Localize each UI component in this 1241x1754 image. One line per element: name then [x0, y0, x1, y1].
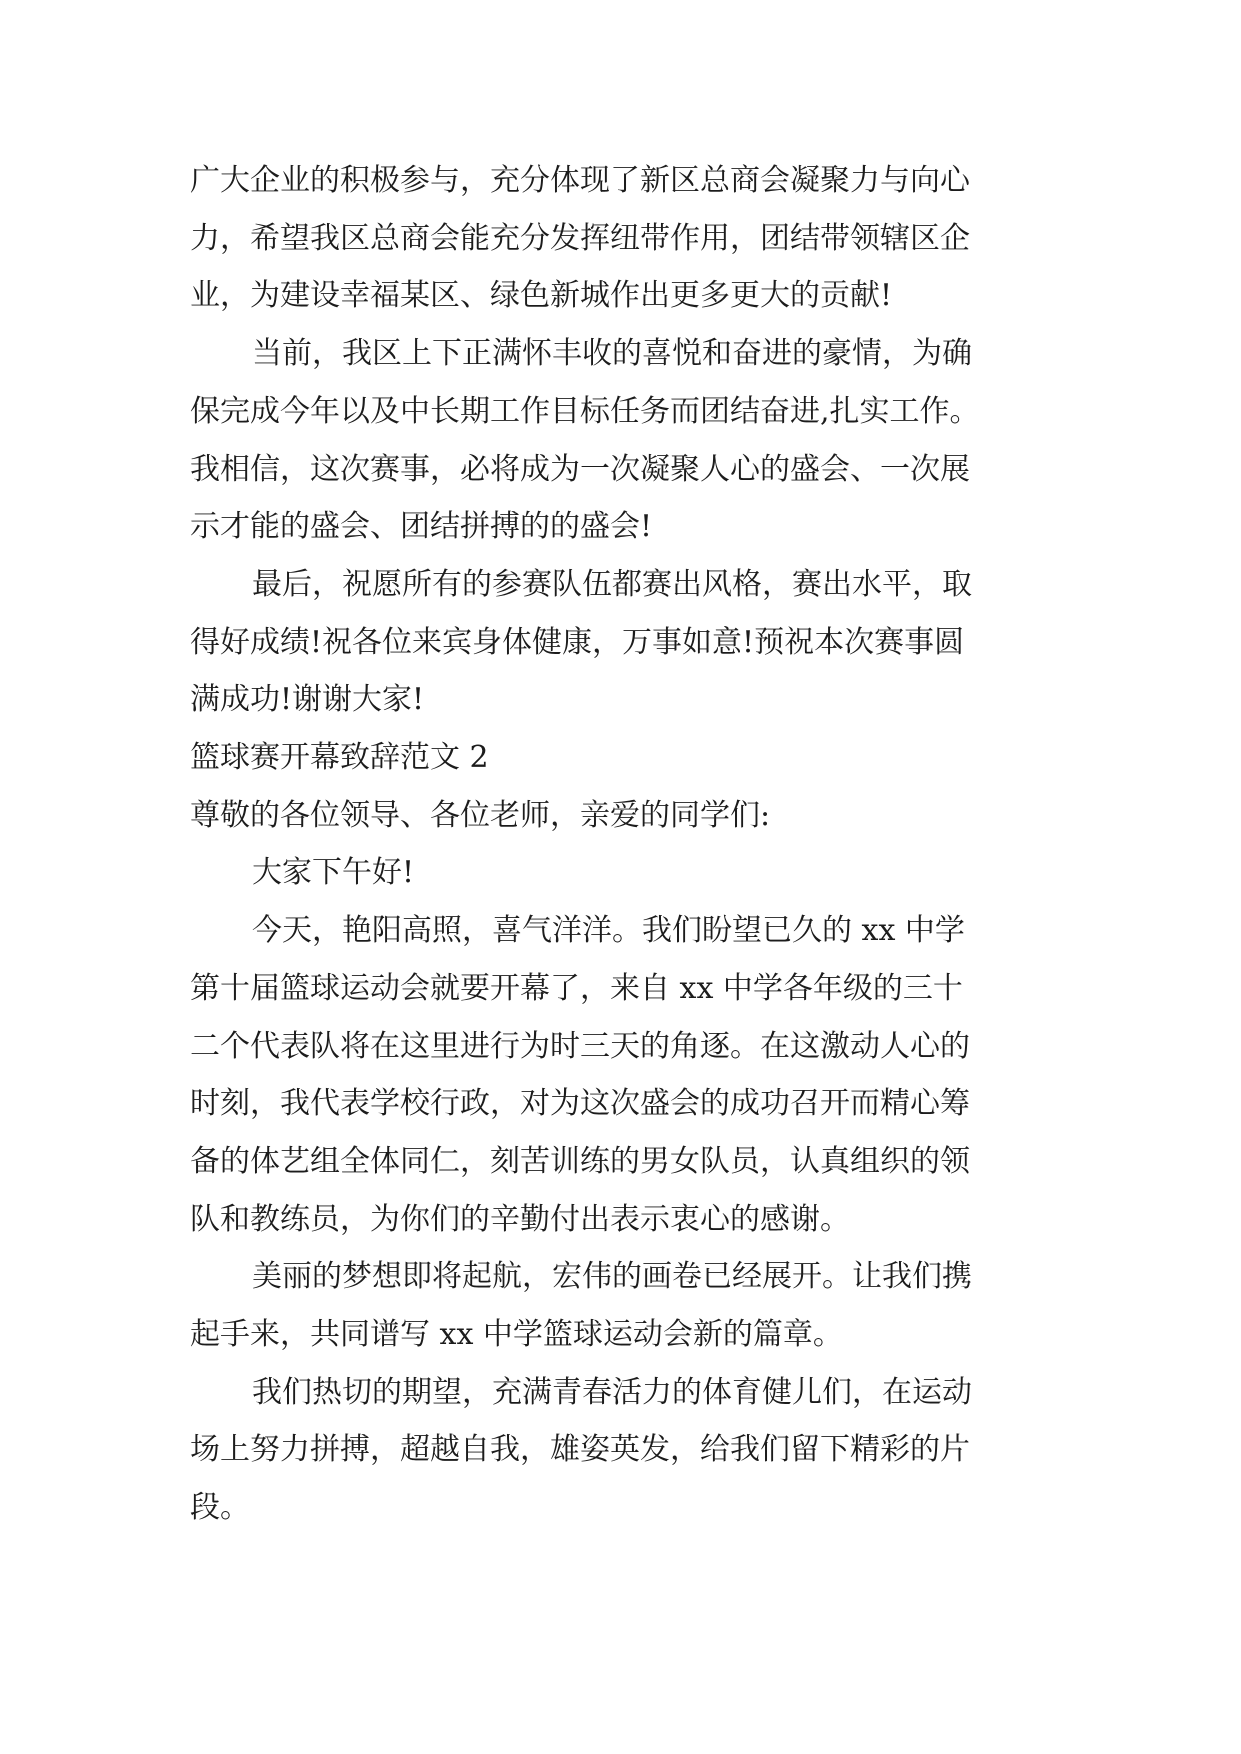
document-body	[190, 152, 1050, 1537]
text-line: 第十届篮球运动会就要开幕了，来自 xx 中学各年级的三十	[190, 970, 963, 1006]
text-line: 保完成今年以及中长期工作目标任务而团结奋进,扎实工作。	[190, 393, 980, 429]
text-line: 场上努力拼搏，超越自我，雄姿英发，给我们留下精彩的片	[190, 1432, 970, 1468]
text-line: 起手来，共同谱写 xx 中学篮球运动会新的篇章。	[190, 1317, 843, 1353]
paragraph-salutation	[190, 787, 1050, 845]
text-line: 段。	[190, 1490, 250, 1526]
text-line: 二个代表队将在这里进行为时三天的角逐。在这激动人心的	[190, 1028, 970, 1064]
text-line: 美丽的梦想即将起航，宏伟的画卷已经展开。让我们携	[252, 1259, 972, 1295]
paragraph-closing-wishes	[190, 556, 1050, 729]
text-line: 今天，艳阳高照，喜气洋洋。我们盼望已久的 xx 中学	[252, 913, 965, 949]
text-line: 我们热切的期望，充满青春活力的体育健儿们，在运动	[252, 1374, 972, 1410]
paragraph-commerce-chamber	[190, 152, 1050, 325]
text-line: 备的体艺组全体同仁，刻苦训练的男女队员，认真组织的领	[190, 1143, 970, 1179]
text-line: 力，希望我区总商会能充分发挥纽带作用，团结带领辖区企	[190, 220, 970, 256]
text-line: 时刻，我代表学校行政，对为这次盛会的成功召开而精心筹	[190, 1086, 970, 1122]
text-line: 队和教练员，为你们的辛勤付出表示衷心的感谢。	[190, 1201, 850, 1237]
text-line: 尊敬的各位领导、各位老师，亲爱的同学们:	[190, 797, 771, 833]
text-line: 最后，祝愿所有的参赛队伍都赛出风格，赛出水平，取	[252, 566, 972, 602]
paragraph-greeting	[190, 844, 1050, 902]
text-line: 广大企业的积极参与，充分体现了新区总商会凝聚力与向心	[190, 163, 970, 198]
paragraph-expectations	[190, 1364, 1050, 1537]
text-line: 当前，我区上下正满怀丰收的喜悦和奋进的豪情，为确	[252, 336, 972, 372]
paragraph-opening-today	[190, 902, 1050, 1248]
text-line: 满成功!谢谢大家!	[190, 682, 425, 718]
text-line: 示才能的盛会、团结拼搏的的盛会!	[190, 509, 653, 545]
paragraph-current-situation	[190, 325, 1050, 556]
section-heading	[190, 729, 1050, 787]
paragraph-dream-sets-sail	[190, 1248, 1050, 1363]
text-line: 大家下午好!	[252, 855, 415, 891]
heading-text: 篮球赛开幕致辞范文 2	[190, 740, 489, 776]
text-line: 我相信，这次赛事，必将成为一次凝聚人心的盛会、一次展	[190, 451, 970, 487]
text-line: 业，为建设幸福某区、绿色新城作出更多更大的贡献!	[190, 278, 893, 314]
text-line: 得好成绩!祝各位来宾身体健康，万事如意!预祝本次赛事圆	[190, 624, 965, 660]
